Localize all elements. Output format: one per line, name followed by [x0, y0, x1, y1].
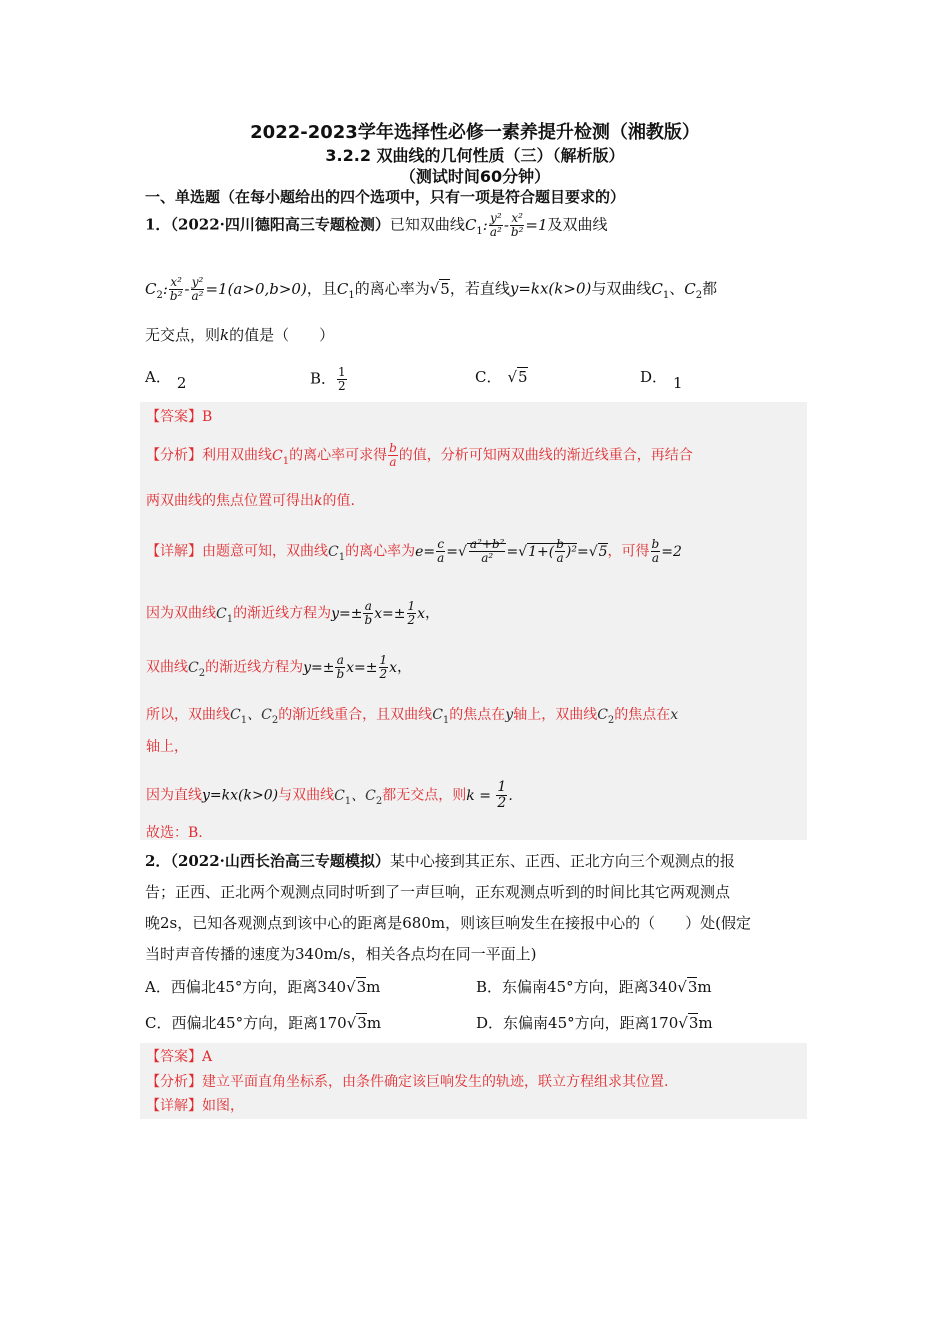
- analysis-text: 建立平面直角坐标系，由条件确定该巨响发生的轨迹，联立方程组求其位置.: [202, 1074, 669, 1090]
- q1-detail-5: [146, 736, 808, 756]
- q1-detail-1: [146, 538, 808, 565]
- formula-x: x: [670, 707, 679, 723]
- q1-option-a[interactable]: [145, 366, 187, 392]
- q1-line-2: [145, 276, 807, 303]
- q1-conclusion: 故选：B.: [146, 825, 203, 841]
- unit: m: [697, 978, 712, 996]
- formula-c1: $C_1$: [216, 605, 234, 625]
- q2-analysis: [146, 1071, 808, 1091]
- formula-asymptote-c1: y=± $\frac{a}{b}$ x=± $\frac{1}{2}$ x: [331, 599, 426, 627]
- q1-option-b[interactable]: [310, 366, 348, 393]
- detail-text: 的渐近线方程为: [233, 605, 332, 622]
- detail-label: 【详解】: [146, 543, 202, 560]
- q1-analysis-1: [146, 442, 808, 469]
- unit: m: [698, 1014, 713, 1032]
- q2-option-c[interactable]: [145, 1012, 381, 1033]
- section-heading: 一、单选题（在每小题给出的四个选项中，只有一项是符合题目要求的）: [145, 188, 626, 206]
- q1-line-1: [145, 212, 807, 239]
- q1-answer-box: [140, 402, 807, 840]
- formula-c1: $C_1$: [272, 447, 290, 467]
- q2-option-b[interactable]: [476, 976, 712, 997]
- formula-k: k: [314, 493, 323, 509]
- analysis-label: 【分析】: [146, 1074, 202, 1090]
- answer-label: 【答案】: [146, 1049, 202, 1065]
- q1-text: 及双曲线: [547, 215, 608, 234]
- formula-asymptote-c2: y=± $\frac{a}{b}$ x=± $\frac{1}{2}$ x: [303, 653, 398, 681]
- option-label: A．: [145, 368, 171, 386]
- detail-text: 与双曲线: [278, 787, 335, 804]
- detail-text: 如图，: [202, 1098, 244, 1114]
- formula-k: k: [220, 326, 230, 344]
- q1-text: 的离心率为: [354, 279, 430, 298]
- formula-c1: $C_1$: [336, 279, 355, 301]
- detail-text: 的焦点在: [449, 707, 506, 723]
- formula-line: y=kx(k>0): [509, 279, 592, 298]
- formula-sqrt3: √3: [677, 978, 698, 996]
- option-label: D．: [640, 368, 668, 386]
- analysis-text: 利用双曲线: [202, 447, 272, 464]
- analysis-label: 【分析】: [146, 447, 202, 464]
- detail-text: 的焦点在: [614, 707, 671, 723]
- answer-value: A: [202, 1049, 213, 1065]
- q1-text: ，若直线: [449, 279, 510, 298]
- detail-text: 的渐近线重合，且双曲线: [278, 707, 433, 723]
- option-b-value: $\frac{1}{2}$: [338, 365, 346, 393]
- q1-text: 、: [669, 279, 685, 298]
- q2-answer: [146, 1046, 808, 1066]
- option-label: C．: [475, 368, 502, 386]
- q2-source: （2022·山西长治高三专题模拟）: [170, 852, 390, 870]
- formula-c1-c2: $C_1$、$C_2$: [334, 787, 383, 807]
- formula-c1: $C_1$: [651, 279, 670, 301]
- q1-option-d[interactable]: [640, 366, 683, 392]
- option-c-value: √5: [507, 368, 528, 386]
- option-text: C．西偏北45°方向，距离170: [145, 1014, 347, 1032]
- detail-text: 轴上，双曲线: [513, 707, 598, 723]
- comma: ，: [397, 659, 412, 676]
- formula-y: y: [505, 707, 514, 723]
- q2-option-d[interactable]: [476, 1012, 713, 1033]
- q1-analysis-2: [146, 490, 808, 510]
- option-a-value: 2: [176, 374, 187, 392]
- unit: m: [366, 1014, 382, 1032]
- q2-line-1: [145, 850, 807, 871]
- q1-text: 都: [702, 279, 718, 298]
- formula-sqrt5: √5: [429, 279, 450, 298]
- q2-line-2: 告；正西、正北两个观测点同时听到了一声巨响，正东观测点听到的时间比其它两观测点: [145, 883, 731, 901]
- answer-label: 【答案】: [146, 409, 202, 425]
- detail-text: 都无交点，则: [382, 787, 467, 804]
- option-text: D．东偏南45°方向，距离170: [476, 1014, 679, 1032]
- option-text: A．西偏北45°方向，距离340: [145, 978, 347, 996]
- analysis-text: 的离心率可求得: [289, 447, 388, 464]
- formula-c2: $C_2$: [597, 707, 615, 726]
- q1-text: 的值是（ ）: [229, 326, 335, 344]
- formula-sqrt3: √3: [346, 1014, 367, 1032]
- q1-text: ，且: [306, 279, 337, 298]
- q2-line-4: 当时声音传播的速度为340m/s，相关各点均在同一平面上): [145, 945, 537, 963]
- q2-text: 某中心接到其正东、正西、正北方向三个观测点的报: [389, 852, 735, 870]
- option-label: B．: [310, 369, 337, 388]
- q1-number: 1．: [145, 215, 171, 234]
- q1-text: 与双曲线: [591, 279, 652, 298]
- page-title: 2022-2023学年选择性必修一素养提升检测（湘教版）: [250, 122, 700, 143]
- formula-c1: $C_1$: [328, 543, 346, 563]
- q2-line-3: 晚2s，已知各观测点到该中心的距离是680m，则该巨响发生在接报中心的（ ）处(假定: [145, 914, 751, 932]
- detail-text: 所以，双曲线: [146, 707, 230, 723]
- detail-text: 因为双曲线: [146, 605, 216, 622]
- q1-text: 无交点，则: [145, 326, 221, 344]
- analysis-text: 两双曲线的焦点位置可得出: [146, 493, 314, 509]
- q1-detail-2: [146, 600, 808, 627]
- detail-label: 【详解】: [146, 1098, 202, 1114]
- formula-c1-c2: $C_1$、$C_2$: [230, 707, 279, 726]
- q1-detail-6: [146, 780, 808, 811]
- detail-text: 轴上，: [146, 739, 188, 755]
- formula-sqrt3: √3: [678, 1014, 699, 1032]
- option-text: B．东偏南45°方向，距离340: [476, 978, 678, 996]
- q2-option-a[interactable]: [145, 976, 380, 997]
- formula-b-over-a-eq-2: $\frac{b}{a}$ =2: [651, 537, 682, 565]
- formula-line: y=kx(k>0): [202, 787, 279, 804]
- q1-line-3: [145, 324, 807, 345]
- detail-text: 因为直线: [146, 787, 202, 804]
- formula-k-eq-half: k = $\frac{1}{2}$ .: [466, 779, 513, 811]
- detail-text: 由题意可知，双曲线: [202, 543, 328, 560]
- q2-answer-box: [140, 1043, 807, 1119]
- q2-detail: [146, 1095, 808, 1115]
- analysis-text: 的值.: [322, 493, 355, 509]
- formula-c2-equation: $C_2$: $\frac{\text{x²}}{\text{b²}}$ - $\frac{\text{y²}}{\text{a²}}$ =1(a>0,b>0): [145, 275, 307, 303]
- page-subtitle: 3.2.2 双曲线的几何性质（三）（解析版）: [325, 146, 625, 165]
- detail-text: 双曲线: [146, 659, 188, 676]
- analysis-text: 的值，分析可知两双曲线的渐近线重合，再结合: [398, 447, 693, 464]
- q1-option-c[interactable]: [475, 366, 528, 387]
- comma: ，: [425, 605, 440, 622]
- q1-text: 已知双曲线: [389, 215, 465, 234]
- detail-text: 的渐近线方程为: [205, 659, 304, 676]
- formula-sqrt3: √3: [346, 978, 367, 996]
- option-d-value: 1: [673, 374, 683, 392]
- q1-detail-4: [146, 704, 808, 726]
- formula-b-over-a: $\frac{b}{a}$: [389, 441, 397, 469]
- q1-answer: [146, 406, 808, 426]
- formula-c1-equation: $C_1$: $\frac{\text{y²}}{\text{a²}}$ - $\frac{\text{x²}}{\text{b²}}$ =1: [464, 211, 548, 239]
- formula-eccentricity: e= $\frac{c}{a}$ =√ $\frac{\text{a²+b²}}{\text{a²}}$ =√1+( $\frac{b}{a}$ )²=√5: [415, 537, 608, 565]
- formula-c1: $C_1$: [432, 707, 450, 726]
- q2-number: 2．: [145, 852, 171, 870]
- detail-text: 的离心率为: [345, 543, 416, 560]
- q1-source: （2022·四川德阳高三专题检测）: [170, 215, 390, 234]
- test-time: （测试时间60分钟）: [399, 167, 551, 186]
- answer-value: B: [202, 409, 213, 425]
- formula-c2: $C_2$: [188, 659, 206, 679]
- q1-detail-3: [146, 654, 808, 681]
- formula-c2: $C_2$: [684, 279, 703, 301]
- detail-text: ，可得: [607, 543, 650, 560]
- unit: m: [366, 978, 381, 996]
